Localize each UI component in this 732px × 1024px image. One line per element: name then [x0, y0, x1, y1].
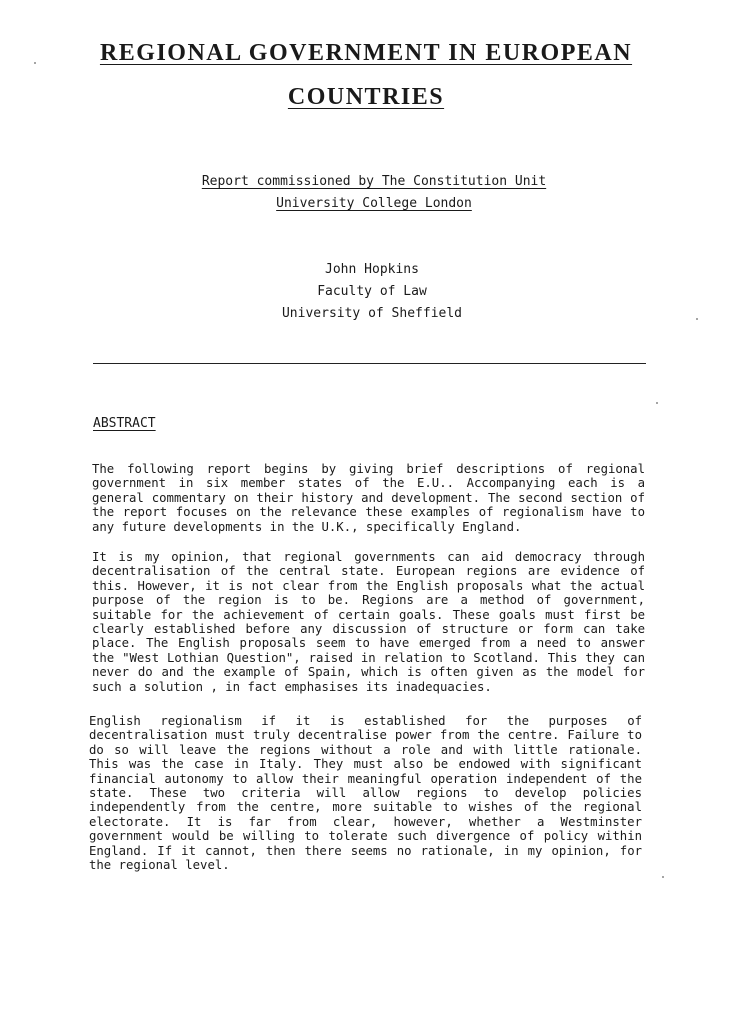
author-name: John Hopkins [325, 262, 419, 277]
scan-speck [696, 318, 698, 320]
scan-speck [662, 876, 664, 878]
title-line-1: REGIONAL GOVERNMENT IN EUROPEAN [99, 40, 633, 66]
abstract-paragraph-1: The following report begins by giving brief descriptions of regional government in six member states of the E.U.. Accompanying each is a general commentary on their history and development. The second section of the report focuses on the relevance these examples of regionalism have to any future developments in the U.K., specifically England. [92, 462, 645, 534]
scan-speck [34, 62, 36, 64]
abstract-paragraph-3: English regionalism if it is established for the purposes of decentralisation must truly decentralise power from the centre. Failure to do so will leave the regions without a role and with little rationale. This was the case in Italy. They must also be endowed with significant financial autonomy to allow their meaningful operation independent of the state. These two criteria will allow regions to develop policies independently from the centre, more suitable to wishes of the regional electorate. It is far from clear, however, whether a Westminster government would be willing to tolerate such divergence of policy within England. If it cannot, then there seems no rationale, in my opinion, for the regional level. [89, 714, 642, 873]
author-university: University of Sheffield [281, 306, 462, 321]
title-line-2: COUNTRIES [287, 84, 445, 110]
abstract-paragraph-2: It is my opinion, that regional governments can aid democracy through decentralisation of the central state. European regions are evidence of this. However, it is not clear from the English proposals what the actual purpose of the region is to be. Regions are a method of government, suitable for the achievement of certain goals. These goals must first be clearly established before any discussion of structure or form can take place. The English proposals seem to have emerged from a need to answer the "West Lothian Question", raised in relation to Scotland. This they can never do and the example of Spain, which is often given as the model for such a solution , in fact emphasises its inadequacies. [92, 550, 645, 694]
abstract-heading: ABSTRACT [93, 416, 156, 431]
commission-line-1: Report commissioned by The Constitution Unit [201, 174, 547, 189]
commission-line-2: University College London [276, 196, 472, 211]
author-department: Faculty of Law [317, 284, 427, 299]
scan-speck [656, 402, 658, 404]
horizontal-rule [93, 363, 646, 364]
